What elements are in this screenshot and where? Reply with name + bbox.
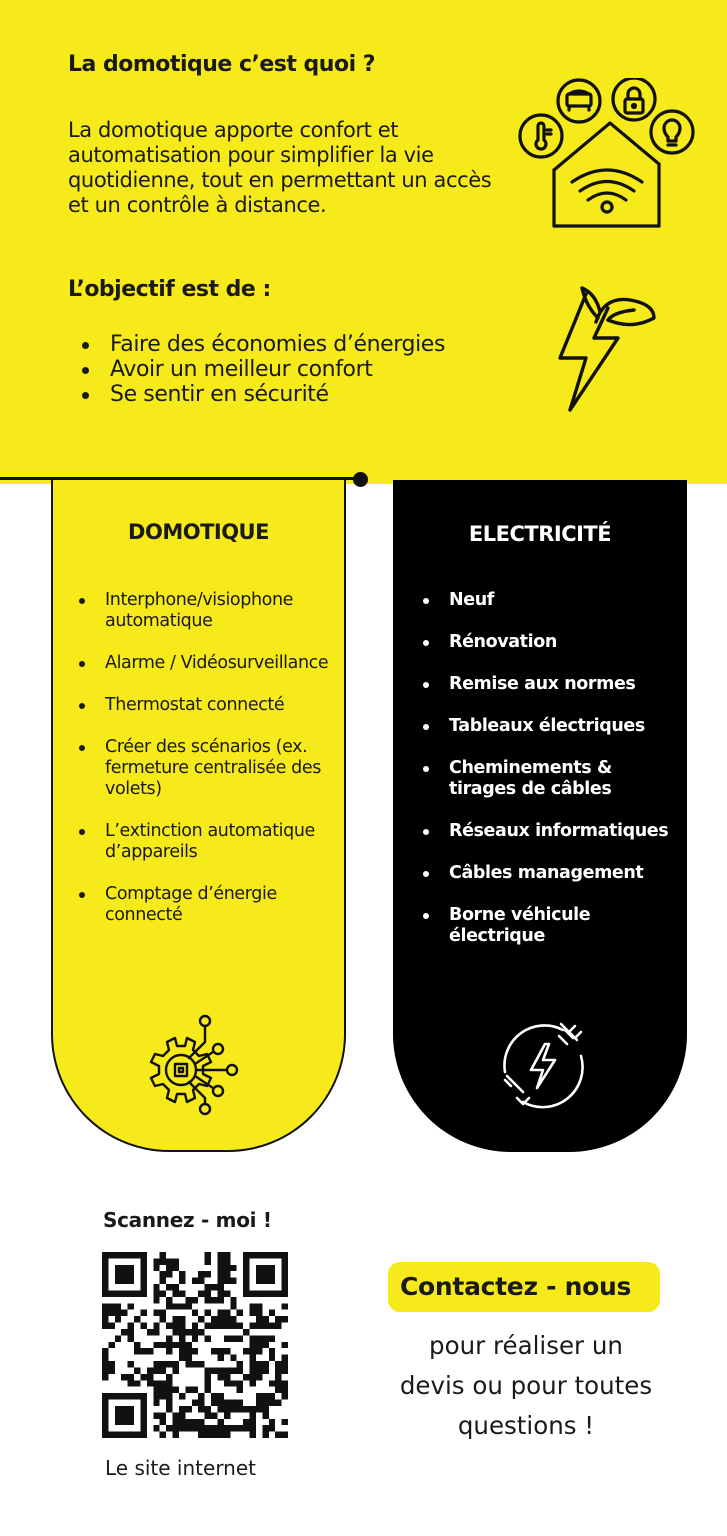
domotique-item: Thermostat connecté: [77, 695, 337, 716]
electricite-item: Cheminements & tirages de câbles: [421, 758, 683, 800]
objective-item: Se sentir en sécurité: [80, 382, 445, 407]
objective-heading: L’objectif est de :: [68, 277, 271, 302]
contact-button[interactable]: [388, 1262, 660, 1312]
intro-heading: La domotique c’est quoi ?: [68, 52, 376, 77]
domotique-item: Créer des scénarios (ex. fermeture centralisée des volets): [77, 737, 337, 800]
qr-label: Scannez - moi !: [103, 1208, 272, 1232]
intro-paragraph: La domotique apporte confort et automatisation pour simplifier la vie quotidienne, tout en permettant un accès et un contrôle à distance.: [68, 118, 492, 217]
domotique-item: Alarme / Vidéosurveillance: [77, 653, 337, 674]
smart-home-icon: [516, 78, 698, 234]
contact-text: pour réaliser un devis ou pour toutes questions !: [399, 1331, 653, 1440]
contact-button-label: Contactez - nous: [400, 1272, 632, 1301]
circuit-gear-icon: [149, 1012, 245, 1116]
electricite-item: Réseaux informatiques: [421, 821, 683, 842]
electricite-list: [421, 590, 683, 968]
domotique-item: Interphone/visiophone automatique: [77, 590, 337, 632]
electricite-item: Borne véhicule électrique: [421, 905, 683, 947]
objective-list: [80, 332, 445, 407]
electric-plug-icon: [497, 1018, 589, 1110]
domotique-item: L’extinction automatique d’appareils: [77, 821, 337, 863]
electricite-item: Câbles management: [421, 863, 683, 884]
domotique-title: DOMOTIQUE: [128, 520, 269, 544]
electricite-item: Tableaux électriques: [421, 716, 683, 737]
electricite-item: Remise aux normes: [421, 674, 683, 695]
electricite-item: Neuf: [421, 590, 683, 611]
objective-item: Faire des économies d’énergies: [80, 332, 445, 357]
divider-dot: [353, 472, 368, 487]
eco-lightning-icon: [556, 284, 660, 416]
domotique-item: Comptage d’énergie connecté: [77, 884, 337, 926]
domotique-card: [51, 480, 346, 1152]
objective-item: Avoir un meilleur confort: [80, 357, 445, 382]
domotique-list: [77, 590, 337, 947]
electricite-card: [393, 480, 687, 1152]
electricite-item: Rénovation: [421, 632, 683, 653]
qr-caption: Le site internet: [105, 1456, 257, 1480]
qr-code[interactable]: [102, 1252, 288, 1438]
electricite-title: ELECTRICITÉ: [468, 522, 612, 546]
